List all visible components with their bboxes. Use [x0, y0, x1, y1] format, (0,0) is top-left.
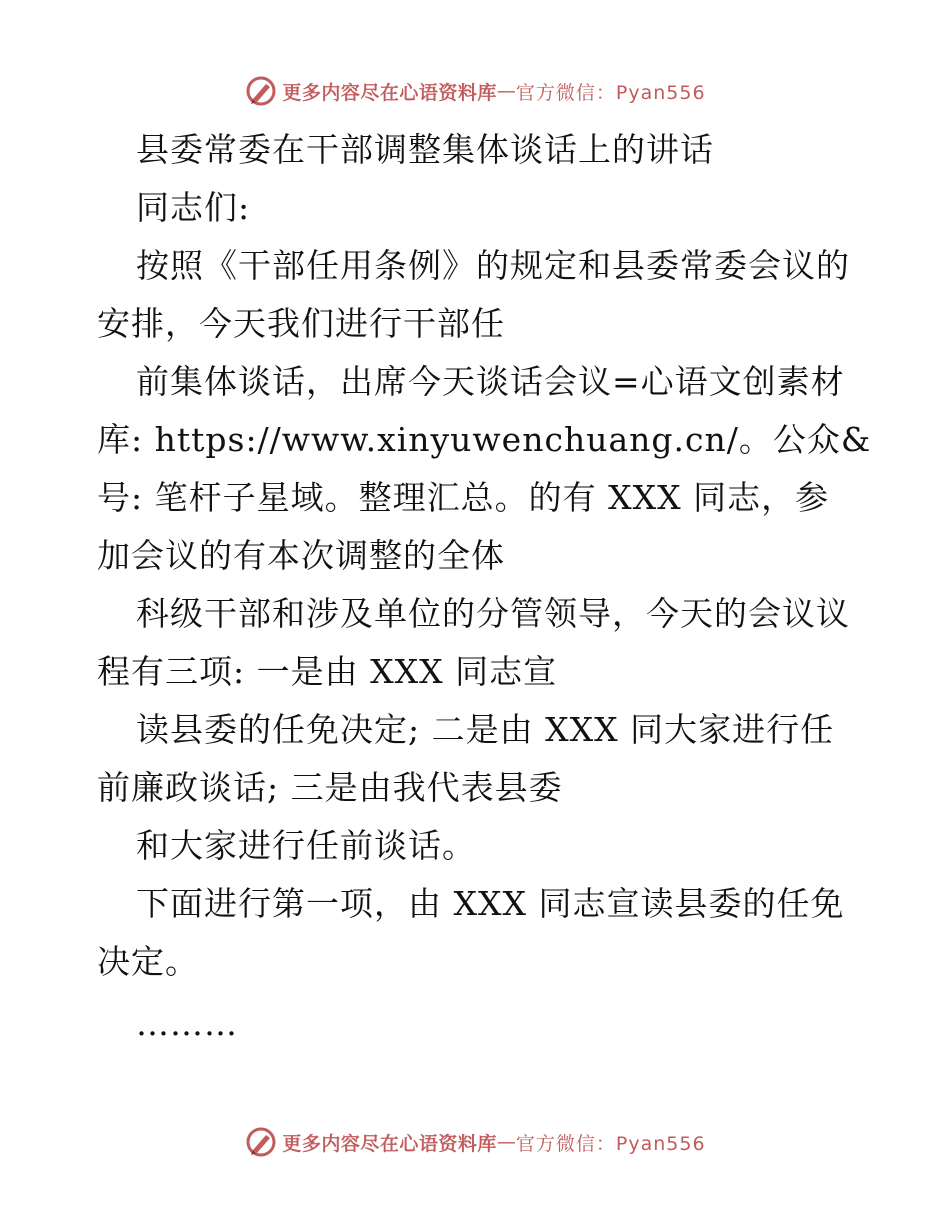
paragraph-line: 程有三项: 一是由 XXX 同志宣 — [97, 652, 558, 691]
paragraph-line: 和大家进行任前谈话。 — [136, 826, 476, 865]
header-banner — [0, 71, 950, 111]
banner-account-text: 官方微信：Pyan556 — [515, 81, 706, 104]
paragraph-line: 按照《干部任用条例》的规定和县委常委会议的 — [136, 246, 850, 285]
paragraph-line: 科级干部和涉及单位的分管领导，今天的会议议 — [136, 594, 850, 633]
paragraph-line: 读县委的任免决定; 二是由 XXX 同大家进行任 — [136, 710, 835, 749]
banner-brand-text: 更多内容尽在心语资料库 — [282, 1132, 497, 1155]
paragraph-line: 前廉政谈话; 三是由我代表县委 — [97, 768, 563, 807]
document-body — [97, 121, 872, 1053]
paragraph-line: 号: 笔杆子星域。整理汇总。的有 XXX 同志，参 — [97, 478, 830, 517]
salutation: 同志们: — [136, 188, 251, 227]
pen-logo-icon — [244, 74, 278, 108]
banner-account-text: 官方微信：Pyan556 — [515, 1132, 706, 1155]
banner-brand-text: 更多内容尽在心语资料库 — [282, 81, 497, 104]
banner-separator: — — [496, 1131, 516, 1153]
paragraph-line: 决定。 — [97, 942, 199, 981]
document-title: 县委常委在干部调整集体谈话上的讲话 — [136, 130, 714, 169]
paragraph-line: 加会议的有本次调整的全体 — [97, 536, 505, 575]
paragraph-line: 库: https://www.xinyuwenchuang.cn/。公众& — [97, 420, 872, 459]
paragraph-line: 安排，今天我们进行干部任 — [97, 304, 505, 343]
banner-separator: — — [496, 80, 516, 102]
paragraph-line: 下面进行第一项，由 XXX 同志宣读县委的任免 — [136, 884, 845, 923]
paragraph-line: 前集体谈话，出席今天谈话会议=心语文创素材 — [136, 362, 845, 401]
ellipsis-line: ……… — [136, 1004, 238, 1043]
footer-banner — [0, 1122, 950, 1162]
pen-logo-icon — [244, 1125, 278, 1159]
